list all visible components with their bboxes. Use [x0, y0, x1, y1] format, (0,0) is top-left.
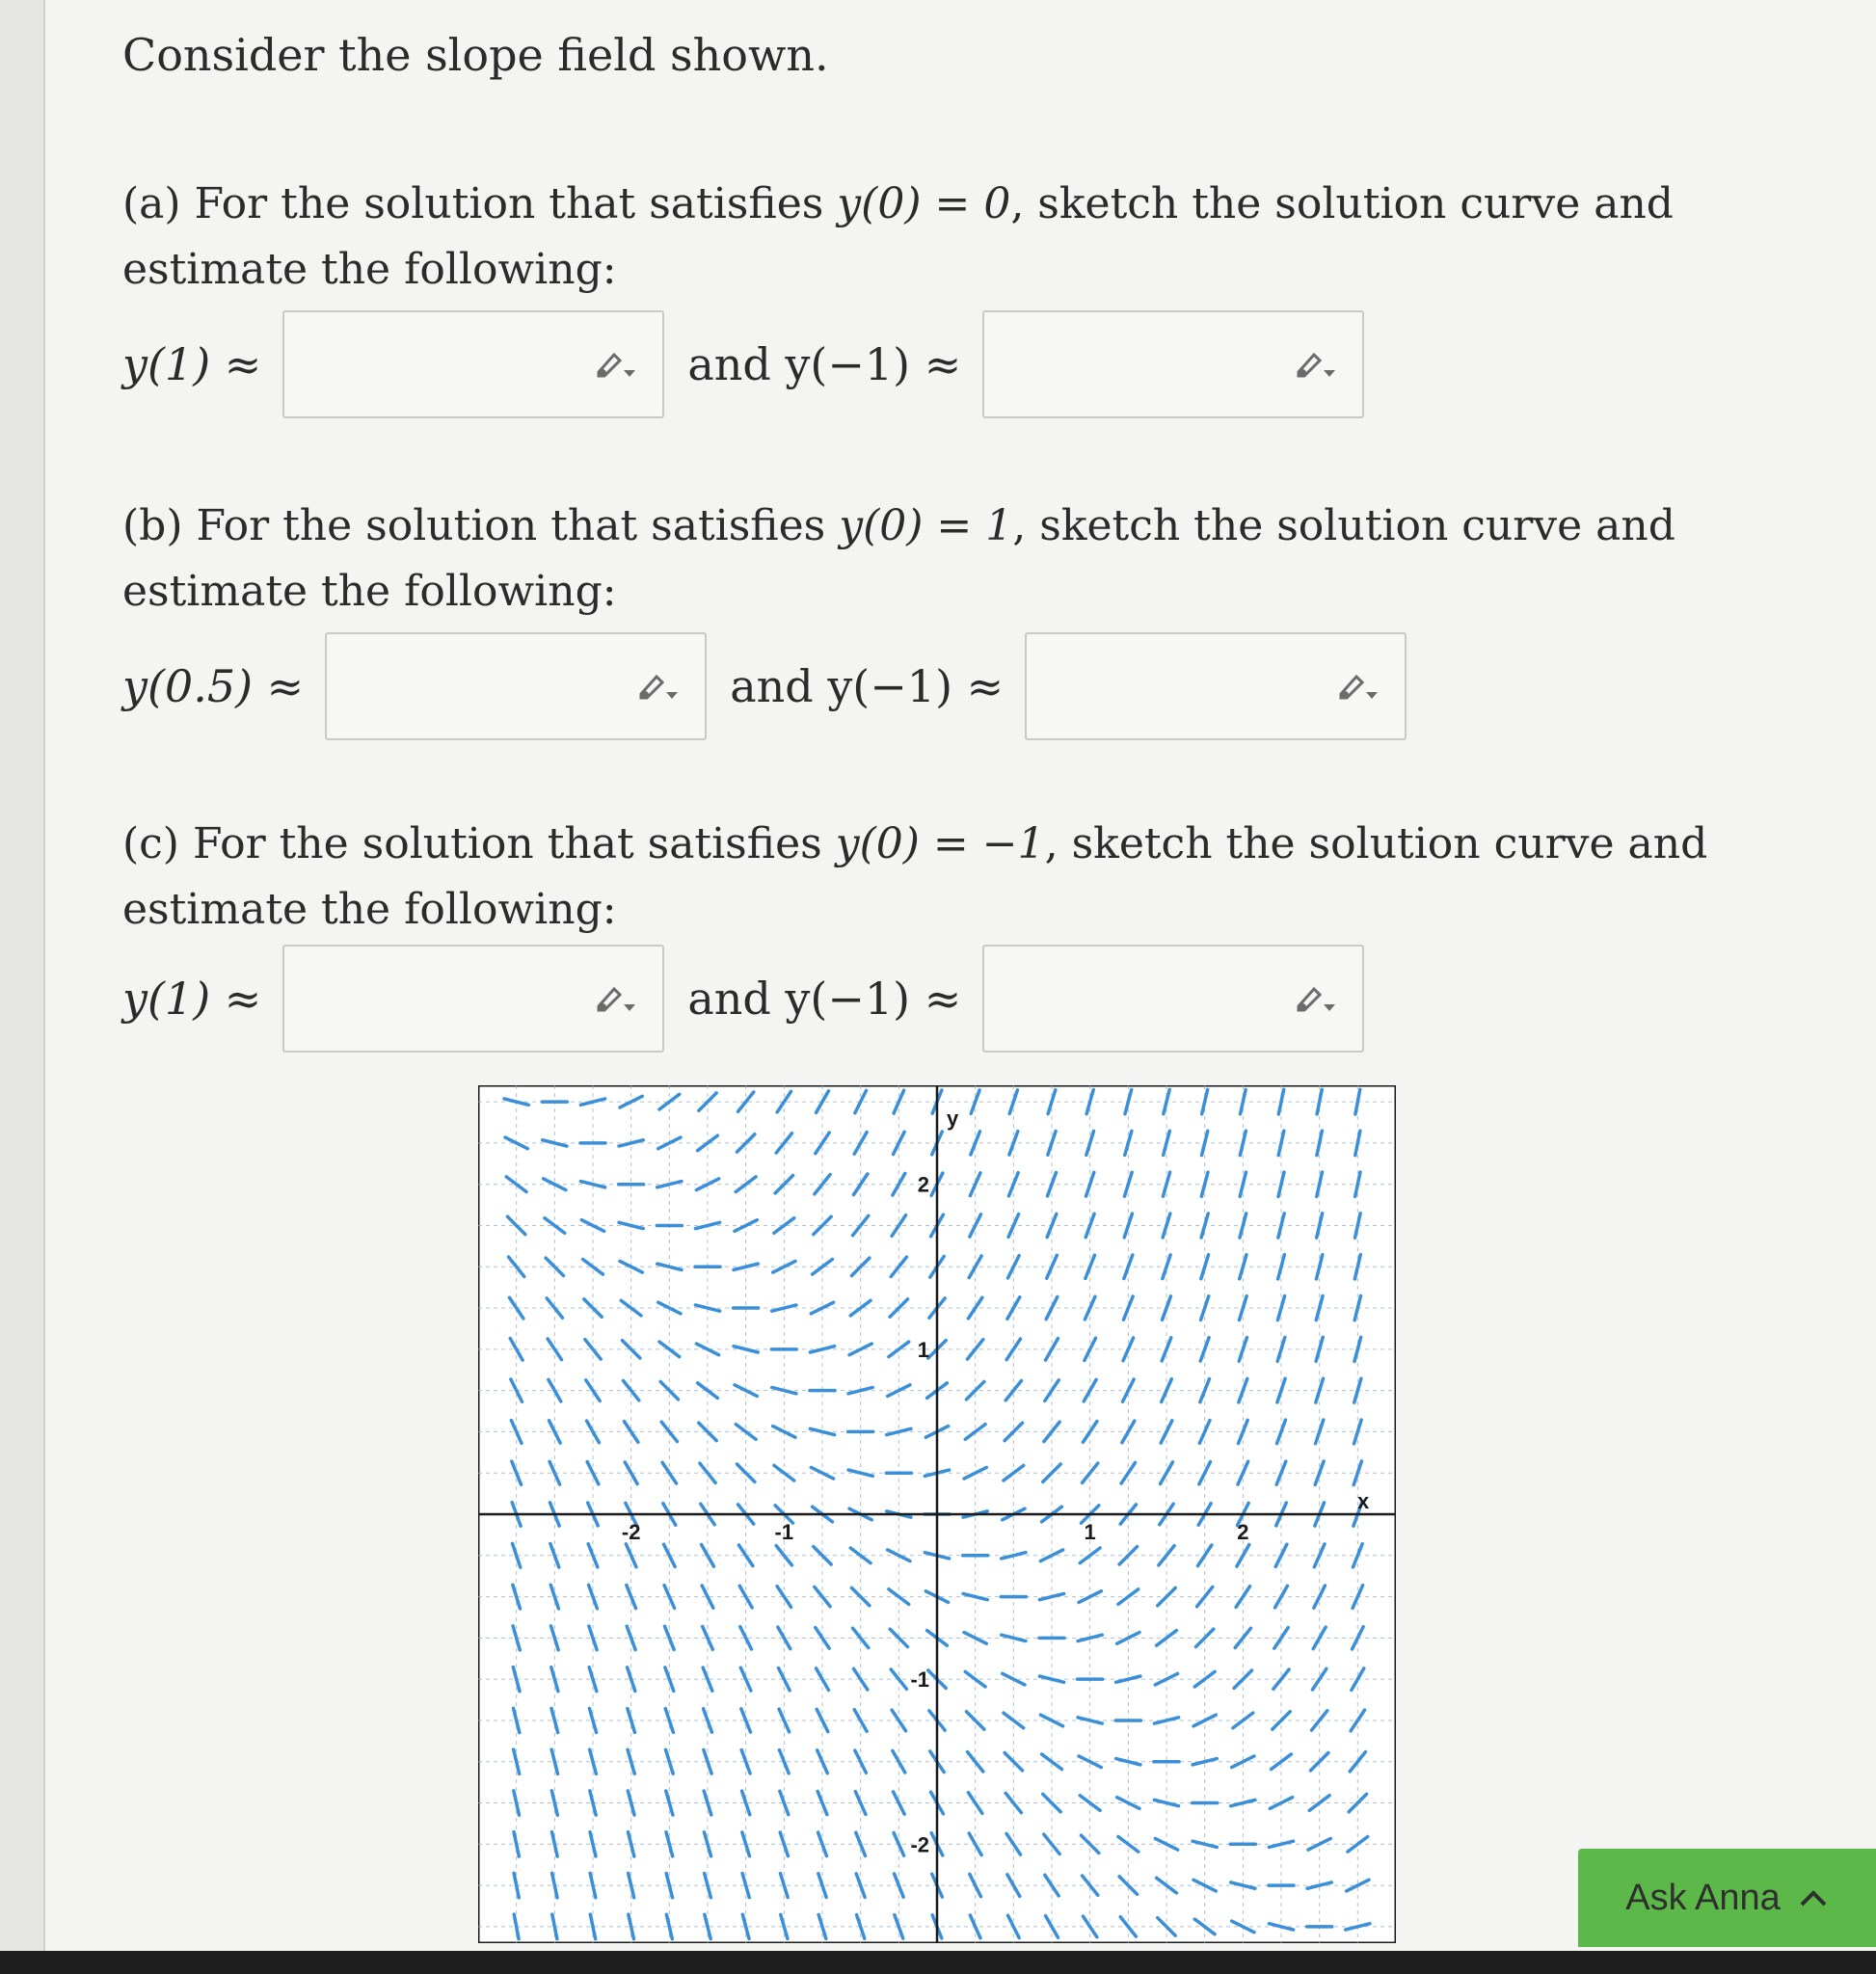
part-a-mid-label: and y(−1) ≈: [687, 338, 962, 390]
part-b-left-label: y(0.5) ≈: [122, 660, 305, 712]
part-b-right-input[interactable]: [1025, 632, 1407, 740]
x-axis-label: x: [1357, 1489, 1370, 1513]
part-c-condition: y(0) = −1: [835, 819, 1045, 868]
question-page: [43, 0, 1876, 1974]
x-tick-label: -2: [621, 1520, 641, 1544]
intro-text: Consider the slope field shown.: [122, 29, 829, 81]
part-c-right-input[interactable]: [982, 945, 1364, 1053]
pencil-dropdown-icon[interactable]: [593, 347, 639, 382]
part-a-left-input[interactable]: [282, 310, 664, 418]
part-c-left-label: y(1) ≈: [122, 973, 262, 1025]
pencil-dropdown-icon[interactable]: [1293, 347, 1339, 382]
ask-anna-label: Ask Anna: [1625, 1877, 1781, 1918]
chevron-up-icon: [1798, 1887, 1829, 1908]
y-axis-label: y: [947, 1107, 959, 1131]
part-a-pre: (a) For the solution that satisfies: [122, 179, 838, 228]
part-a-post: , sketch the solution curve and estimate the following:: [122, 179, 1674, 294]
part-b-left-input[interactable]: [325, 632, 707, 740]
y-tick-label: -2: [910, 1832, 929, 1857]
pencil-dropdown-icon[interactable]: [593, 981, 639, 1016]
x-tick-label: 1: [1084, 1520, 1096, 1544]
part-b-condition: y(0) = 1: [839, 501, 1013, 550]
part-b-pre: (b) For the solution that satisfies: [122, 501, 840, 550]
y-tick-label: 2: [917, 1172, 929, 1197]
pencil-dropdown-icon[interactable]: [1293, 981, 1339, 1016]
slope-field-graph: [478, 1085, 1396, 1943]
part-c-post: , sketch the solution curve and estimate the following:: [122, 819, 1708, 934]
part-a-condition: y(0) = 0: [837, 179, 1011, 228]
part-b-answers: [122, 632, 1430, 740]
part-c-answers: [122, 945, 1387, 1053]
part-c-pre: (c) For the solution that satisfies: [122, 819, 836, 868]
part-c-mid-label: and y(−1) ≈: [687, 973, 962, 1025]
part-c-text: [122, 812, 1761, 943]
part-c-left-input[interactable]: [282, 945, 664, 1053]
x-tick-label: 2: [1237, 1520, 1249, 1544]
y-tick-label: 1: [917, 1337, 929, 1362]
ask-anna-button[interactable]: [1578, 1849, 1876, 1947]
y-tick-label: -1: [910, 1667, 929, 1693]
pencil-dropdown-icon[interactable]: [635, 669, 682, 704]
part-a-right-input[interactable]: [982, 310, 1364, 418]
part-b-mid-label: and y(−1) ≈: [730, 660, 1005, 712]
part-a-answers: [122, 310, 1387, 418]
pencil-dropdown-icon[interactable]: [1335, 669, 1381, 704]
part-a-text: [122, 172, 1761, 303]
part-b-post: , sketch the solution curve and estimate the following:: [122, 501, 1675, 616]
x-tick-label: -1: [774, 1520, 794, 1544]
bottom-bar: [0, 1951, 1876, 1974]
part-a-left-label: y(1) ≈: [122, 338, 262, 390]
part-b-text: [122, 494, 1761, 625]
